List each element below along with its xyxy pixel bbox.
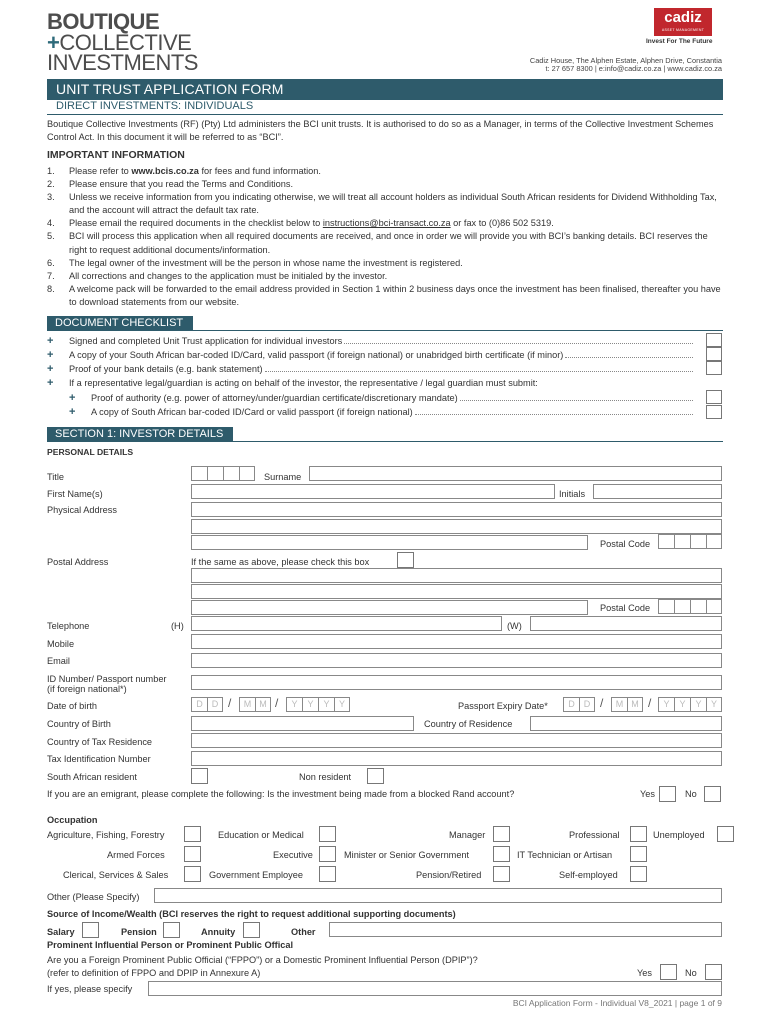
occ-armed-checkbox[interactable] [184, 846, 201, 862]
company-address: Cadiz House, The Alphen Estate, Alphen Drive, Constantia [529, 56, 722, 65]
initials-input[interactable] [593, 484, 722, 499]
source-heading: Source of Income/Wealth (BCI reserves the right to request additional supporting documents) [47, 909, 456, 919]
form-title: UNIT TRUST APPLICATION FORM [47, 79, 723, 100]
important-item: 7. All corrections and changes to the application must be initialed by the investor. [47, 270, 388, 281]
dob-year[interactable]: Y Y Y Y [286, 697, 350, 712]
telephone-home-input[interactable] [191, 616, 502, 631]
dob-day[interactable]: D D [191, 697, 223, 712]
postal-address-line2[interactable] [191, 584, 722, 599]
occ-agriculture-label: Agriculture, Fishing, Forestry [47, 830, 165, 840]
brand-logo-line2: +COLLECTIVE [47, 30, 192, 55]
dob-month[interactable]: M M [239, 697, 271, 712]
important-item: 1. Please refer to www.bcis.co.za for fees and fund information. [47, 166, 321, 176]
company-contact: t: 27 657 8300 | e:info@cadiz.co.za | www.cadiz.co.za [545, 64, 722, 73]
important-item: 5. BCI will process this application when all required documents are received, and once in order we will provide you with BCI’s banking details. BCI reserves the right to request additional documents/information. [47, 231, 708, 255]
source-salary-label: Salary [47, 927, 75, 937]
occ-government-checkbox[interactable] [319, 866, 336, 882]
id-number-input[interactable] [191, 675, 722, 690]
checklist-heading: DOCUMENT CHECKLIST [47, 316, 193, 331]
country-residence-label: Country of Residence [424, 719, 513, 729]
postal-address-line1[interactable] [191, 568, 722, 583]
title-input[interactable] [191, 466, 255, 481]
occ-it-label: IT Technician or Artisan [517, 850, 613, 860]
first-names-input[interactable] [191, 484, 555, 499]
passport-expiry-label: Passport Expiry Date* [458, 701, 548, 711]
emigrant-yes-label: Yes [640, 789, 655, 799]
source-annuity-label: Annuity [201, 927, 236, 937]
id-number-label: ID Number/ Passport number [47, 674, 167, 684]
source-annuity-checkbox[interactable] [243, 922, 260, 938]
occ-self-label: Self-employed [559, 870, 618, 880]
non-resident-checkbox[interactable] [367, 768, 384, 784]
email-link[interactable]: instructions@bci-transact.co.za [322, 218, 451, 229]
occ-it-checkbox[interactable] [630, 846, 647, 862]
postal-address-label: Postal Address [47, 557, 109, 567]
cadiz-tagline: Invest For The Future [646, 38, 713, 45]
physical-address-line2[interactable] [191, 519, 722, 534]
occ-unemployed-checkbox[interactable] [717, 826, 734, 842]
checklist-checkbox[interactable] [706, 333, 722, 347]
occ-minister-label: Minister or Senior Government [344, 850, 470, 860]
occ-unemployed-label: Unemployed [653, 830, 705, 840]
postal-code-label: Postal Code [600, 603, 651, 613]
email-input[interactable] [191, 653, 722, 668]
telephone-label: Telephone [47, 621, 90, 631]
emigrant-no-checkbox[interactable] [704, 786, 721, 802]
ppi-no-label: No [685, 968, 697, 978]
occ-government-label: Government Employee [209, 870, 303, 880]
id-number-note: (if foreign national*) [47, 684, 127, 694]
mobile-input[interactable] [191, 634, 722, 649]
occ-manager-label: Manager [449, 830, 486, 840]
divider [47, 330, 723, 331]
important-item: 3. Unless we receive information from you indicating otherwise, we will treat all account holders as individual South African residents for Dividend Withholding Tax, and the account will attract the default tax rate. [47, 192, 717, 216]
occ-agriculture-checkbox[interactable] [184, 826, 201, 842]
occ-clerical-label: Clerical, Services & Sales [63, 870, 169, 880]
same-as-above-label: If the same as above, please check this box [191, 557, 370, 567]
if-yes-input[interactable] [148, 981, 722, 996]
passport-expiry-day[interactable]: D D [563, 697, 595, 712]
country-birth-input[interactable] [191, 716, 414, 731]
checklist-checkbox[interactable] [706, 405, 722, 419]
telephone-home-label: (H) [171, 621, 184, 631]
page-footer: BCI Application Form - Individual V8_2021 | page 1 of 9 [512, 998, 722, 1008]
intro-paragraph: Boutique Collective Investments (RF) (Pty) Ltd administers the BCI unit trusts. It is authorised to do so as a Manager, in terms of the Collective Investment Schemes Control Act. In this document it will be referred to as “BCI”. [47, 119, 714, 142]
source-pension-checkbox[interactable] [163, 922, 180, 938]
sa-resident-label: South African resident [47, 772, 137, 782]
source-salary-checkbox[interactable] [82, 922, 99, 938]
other-specify-input[interactable] [154, 888, 722, 903]
occ-pension-checkbox[interactable] [493, 866, 510, 882]
important-list [47, 165, 723, 309]
source-other-label: Other [291, 927, 316, 937]
important-item: 2. Please ensure that you read the Terms and Conditions. [47, 179, 294, 190]
physical-address-label: Physical Address [47, 505, 117, 515]
non-resident-label: Non resident [299, 772, 352, 782]
checklist-subitem: + A copy of South African bar-coded ID/Card or valid passport (if foreign national) [69, 406, 695, 418]
first-names-label: First Name(s) [47, 489, 103, 499]
telephone-work-input[interactable] [530, 616, 722, 631]
passport-expiry-year[interactable]: Y Y Y Y [658, 697, 722, 712]
checklist-item: + Signed and completed Unit Trust application for individual investors [47, 335, 695, 347]
surname-input[interactable] [309, 466, 722, 481]
ppi-yes-label: Yes [637, 968, 652, 978]
postal-code-input[interactable] [658, 599, 722, 614]
postal-address-line3[interactable] [191, 600, 588, 615]
occ-professional-label: Professional [569, 830, 620, 840]
checklist-item: + Proof of your bank details (e.g. bank statement) [47, 363, 695, 375]
occ-clerical-checkbox[interactable] [184, 866, 201, 882]
occ-armed-label: Armed Forces [107, 850, 165, 860]
mobile-label: Mobile [47, 639, 75, 649]
checklist-checkbox[interactable] [706, 347, 722, 361]
emigrant-question: If you are an emigrant, please complete the following: Is the investment being made from a blocked Rand account? [47, 789, 515, 799]
personal-details-heading: PERSONAL DETAILS [47, 447, 134, 457]
physical-address-line3[interactable] [191, 535, 588, 550]
surname-label: Surname [264, 472, 302, 482]
occ-education-label: Education or Medical [218, 830, 304, 840]
form-subtitle: DIRECT INVESTMENTS: INDIVIDUALS [47, 100, 723, 115]
country-tax-input[interactable] [191, 733, 722, 748]
source-other-input[interactable] [329, 922, 722, 937]
checklist-subitem: + Proof of authority (e.g. power of attorney/under/guardian certificate/discretionary mandate) [69, 392, 695, 404]
tin-label: Tax Identification Number [47, 754, 151, 764]
source-pension-label: Pension [121, 927, 157, 937]
country-residence-input[interactable] [530, 716, 722, 731]
emigrant-no-label: No [685, 789, 697, 799]
telephone-work-label: (W) [507, 621, 522, 631]
divider [47, 441, 723, 442]
important-item: 6. The legal owner of the investment will be the person in whose name the investment is registered. [47, 257, 463, 268]
occ-minister-checkbox[interactable] [493, 846, 510, 862]
checklist-checkbox[interactable] [706, 390, 722, 404]
checklist-checkbox[interactable] [706, 361, 722, 375]
plus-icon: + [47, 30, 60, 55]
ppi-no-checkbox[interactable] [705, 964, 722, 980]
country-birth-label: Country of Birth [47, 719, 111, 729]
occ-education-checkbox[interactable] [319, 826, 336, 842]
occ-professional-checkbox[interactable] [630, 826, 647, 842]
emigrant-yes-checkbox[interactable] [659, 786, 676, 802]
physical-postal-code-input[interactable] [658, 534, 722, 549]
other-specify-label: Other (Please Specify) [47, 892, 140, 902]
ppi-yes-checkbox[interactable] [660, 964, 677, 980]
same-as-above-checkbox[interactable] [397, 552, 414, 568]
occ-self-checkbox[interactable] [630, 866, 647, 882]
dob-label: Date of birth [47, 701, 98, 711]
brand-logo-line3: INVESTMENTS [47, 50, 198, 75]
section1-heading: SECTION 1: INVESTOR DETAILS [47, 427, 233, 442]
email-label: Email [47, 656, 70, 666]
title-label: Title [47, 472, 65, 482]
occ-pension-label: Pension/Retired [416, 870, 482, 880]
cadiz-logo: cadiz ASSET MANAGEMENT [654, 8, 712, 36]
checklist-item: + A copy of your South African bar-coded ID/Card, valid passport (if foreign national) or unabridged birth certificate (if minor) [47, 349, 695, 361]
sa-resident-checkbox[interactable] [191, 768, 208, 784]
checklist-item: + If a representative legal/guardian is acting on behalf of the investor, the representative / legal guardian must submit: [47, 377, 538, 389]
occ-executive-label: Executive [273, 850, 313, 860]
if-yes-label: If yes, please specify [47, 984, 133, 994]
occupation-heading: Occupation [47, 815, 98, 825]
important-item: 8. A welcome pack will be forwarded to the email address provided in Section 1 within 2 business days once the investment has been finalised, thereafter you have to download statements from our website. [47, 283, 721, 307]
initials-label: Initials [559, 489, 586, 499]
important-item: 4. Please email the required documents in the checklist below to instructions@bci-transact.co.za or fax to (0)86 502 5319. [47, 218, 554, 229]
ppi-question: Are you a Foreign Prominent Public Official (“FPPO”) or a Domestic Prominent Influential Person (DPIP”)? [47, 955, 478, 965]
important-heading: IMPORTANT INFORMATION [47, 149, 185, 161]
tin-input[interactable] [191, 751, 722, 766]
postal-code-label: Postal Code [600, 539, 651, 549]
brand-logo-line1: BOUTIQUE [47, 9, 160, 34]
country-tax-label: Country of Tax Residence [47, 737, 153, 747]
ppi-question-note: (refer to definition of FPPO and DPIP in Annexure A) [47, 968, 261, 978]
physical-address-line1[interactable] [191, 502, 722, 517]
ppi-heading: Prominent Influential Person or Prominent Public Offical [47, 940, 294, 950]
passport-expiry-month[interactable]: M M [611, 697, 643, 712]
occ-manager-checkbox[interactable] [493, 826, 510, 842]
occ-executive-checkbox[interactable] [319, 846, 336, 862]
